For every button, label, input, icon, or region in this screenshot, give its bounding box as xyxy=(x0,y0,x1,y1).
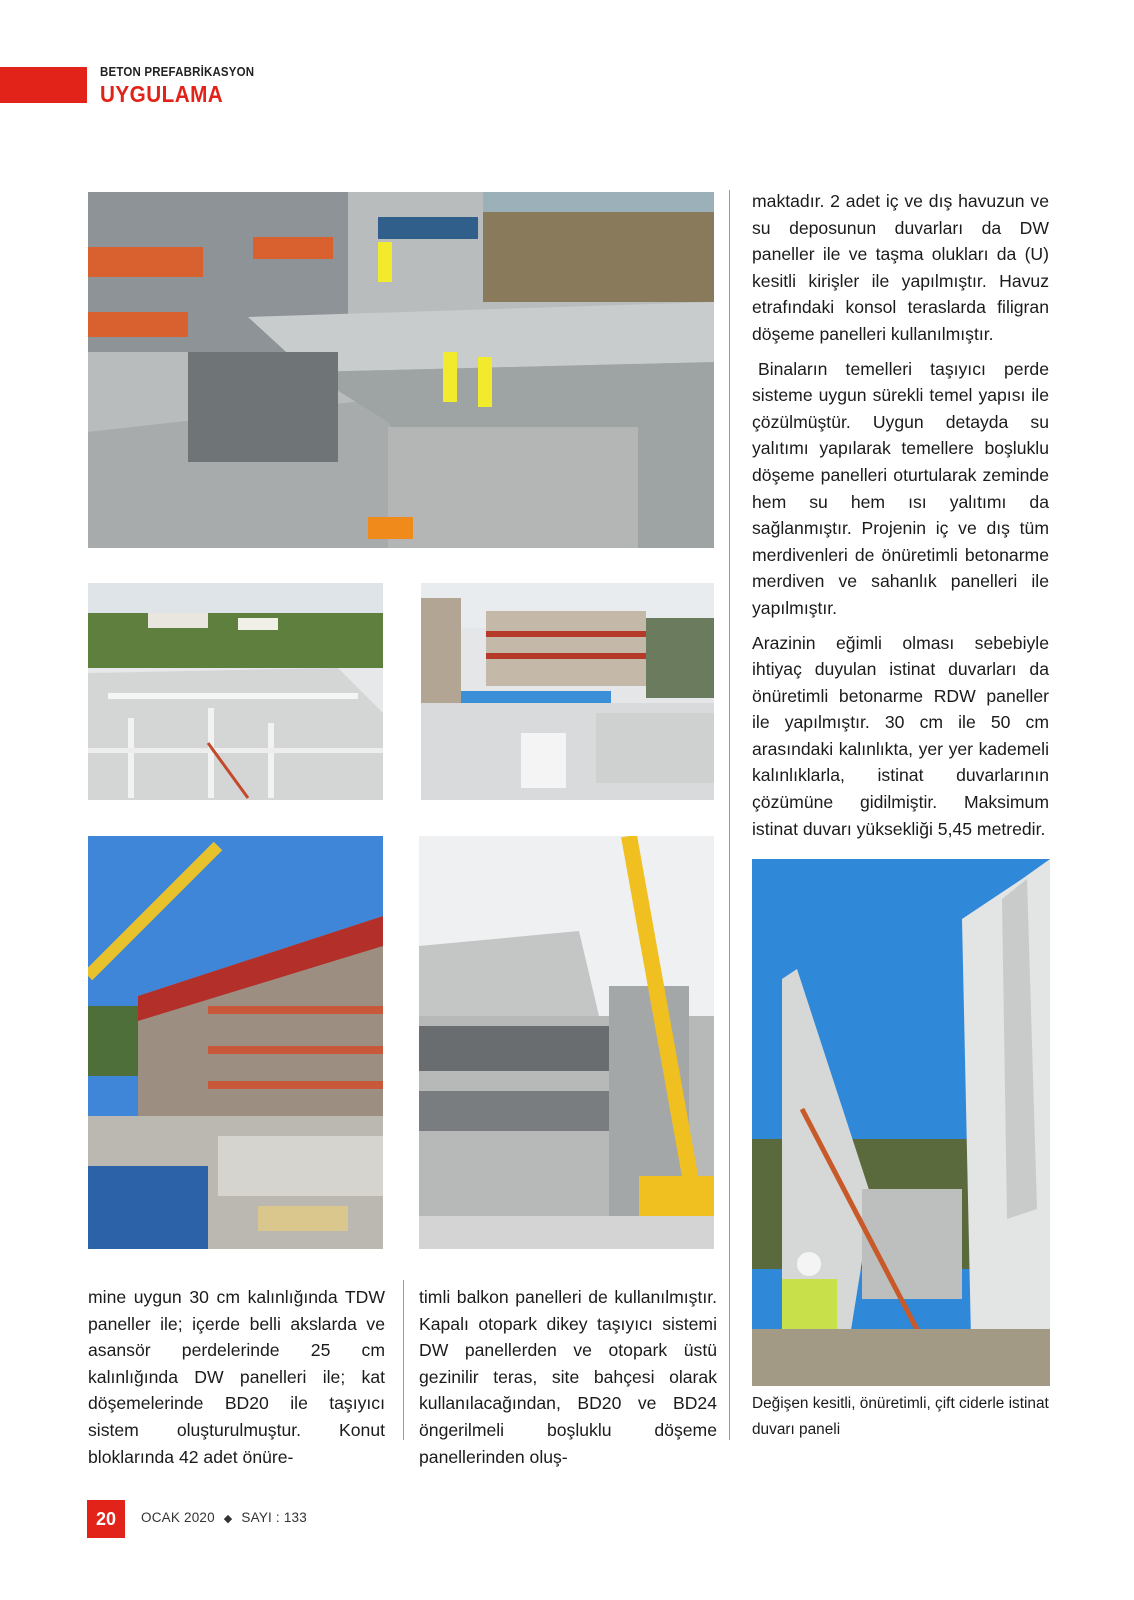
right-paragraph: Binaların temelleri taşıyıcı perde sisteme uygun sürekli temel yapısı ile çözülmüştür. Uygun detayda su yalıtımı yapılarak temellere boşluklu döşeme panelleri oturtularak zeminde hem su hem ısı yalıtımı da sağlanmıştır. Projenin iç ve dış tüm merdivenleri de önüretimli betonarme merdiven ve sahanlık panelleri ile yapılmıştır. xyxy=(752,358,1049,618)
photo-site-overview xyxy=(88,583,383,800)
photo-pool-buildings xyxy=(421,583,714,800)
diamond-separator-icon: ◆ xyxy=(223,1513,233,1525)
issue-number: SAYI : 133 xyxy=(241,1510,307,1525)
column-divider-left xyxy=(403,1280,404,1440)
right-paragraph: maktadır. 2 adet iç ve dış havuzun ve su deposunun duvarları da DW paneller ile ve taşma olukları da (U) kesitli kirişler ile yapılmıştır. Havuz etrafındaki konsol teraslarda filigran döşeme panelleri kullanılmıştır. xyxy=(752,191,1049,344)
right-column-text xyxy=(752,188,1049,842)
photo-crane-panels xyxy=(419,836,714,1249)
photo-crane-buildings xyxy=(88,836,383,1249)
section-subtitle: BETON PREFABRİKASYON xyxy=(100,65,255,79)
middle-column-text: timli balkon panelleri de kullanılmıştır. Kapalı otopark dikey taşıyıcı sistemi DW panellerden ve otopark üstü gezinilir teras, site bahçesi olarak kullanılacağından, BD20 ve BD24 öngerilmeli boşluklu döşeme panellerinden oluş- xyxy=(419,1287,717,1467)
right-paragraph: Arazinin eğimli olması sebebiyle ihtiyaç duyulan istinat duvarları da önüretimli betonarme RDW paneller ile yapılmıştır. 30 cm ile 50 cm arasındaki kalınlıkta, yer yer kademeli kalınlıklarla, istinat duvarlarının çözümüne gidilmiştir. Maksimum istinat duvarı yüksekliği 5,45 metredir. xyxy=(752,632,1049,839)
photo-retaining-wall-panel xyxy=(752,859,1050,1386)
section-title: UYGULAMA xyxy=(100,81,224,107)
issue-info xyxy=(141,1510,307,1525)
left-column-text: mine uygun 30 cm kalınlığında TDW paneller ile; içerde belli akslarda ve asansör perdelerinde 25 cm kalınlığında DW panelleri ile; kat döşemelerinde BD20 ile taşıyıcı sistem oluşturulmuştur. Konut bloklarında 42 adet önüre- xyxy=(88,1287,385,1467)
issue-month: OCAK 2020 xyxy=(141,1510,215,1525)
column-divider-right xyxy=(729,190,730,1440)
page-number: 20 xyxy=(87,1500,125,1538)
photo-slab-installation xyxy=(88,192,714,548)
photo-caption: Değişen kesitli, önüretimli, çift ciderle istinat duvarı paneli xyxy=(752,1395,1049,1438)
section-color-bar xyxy=(0,67,87,103)
